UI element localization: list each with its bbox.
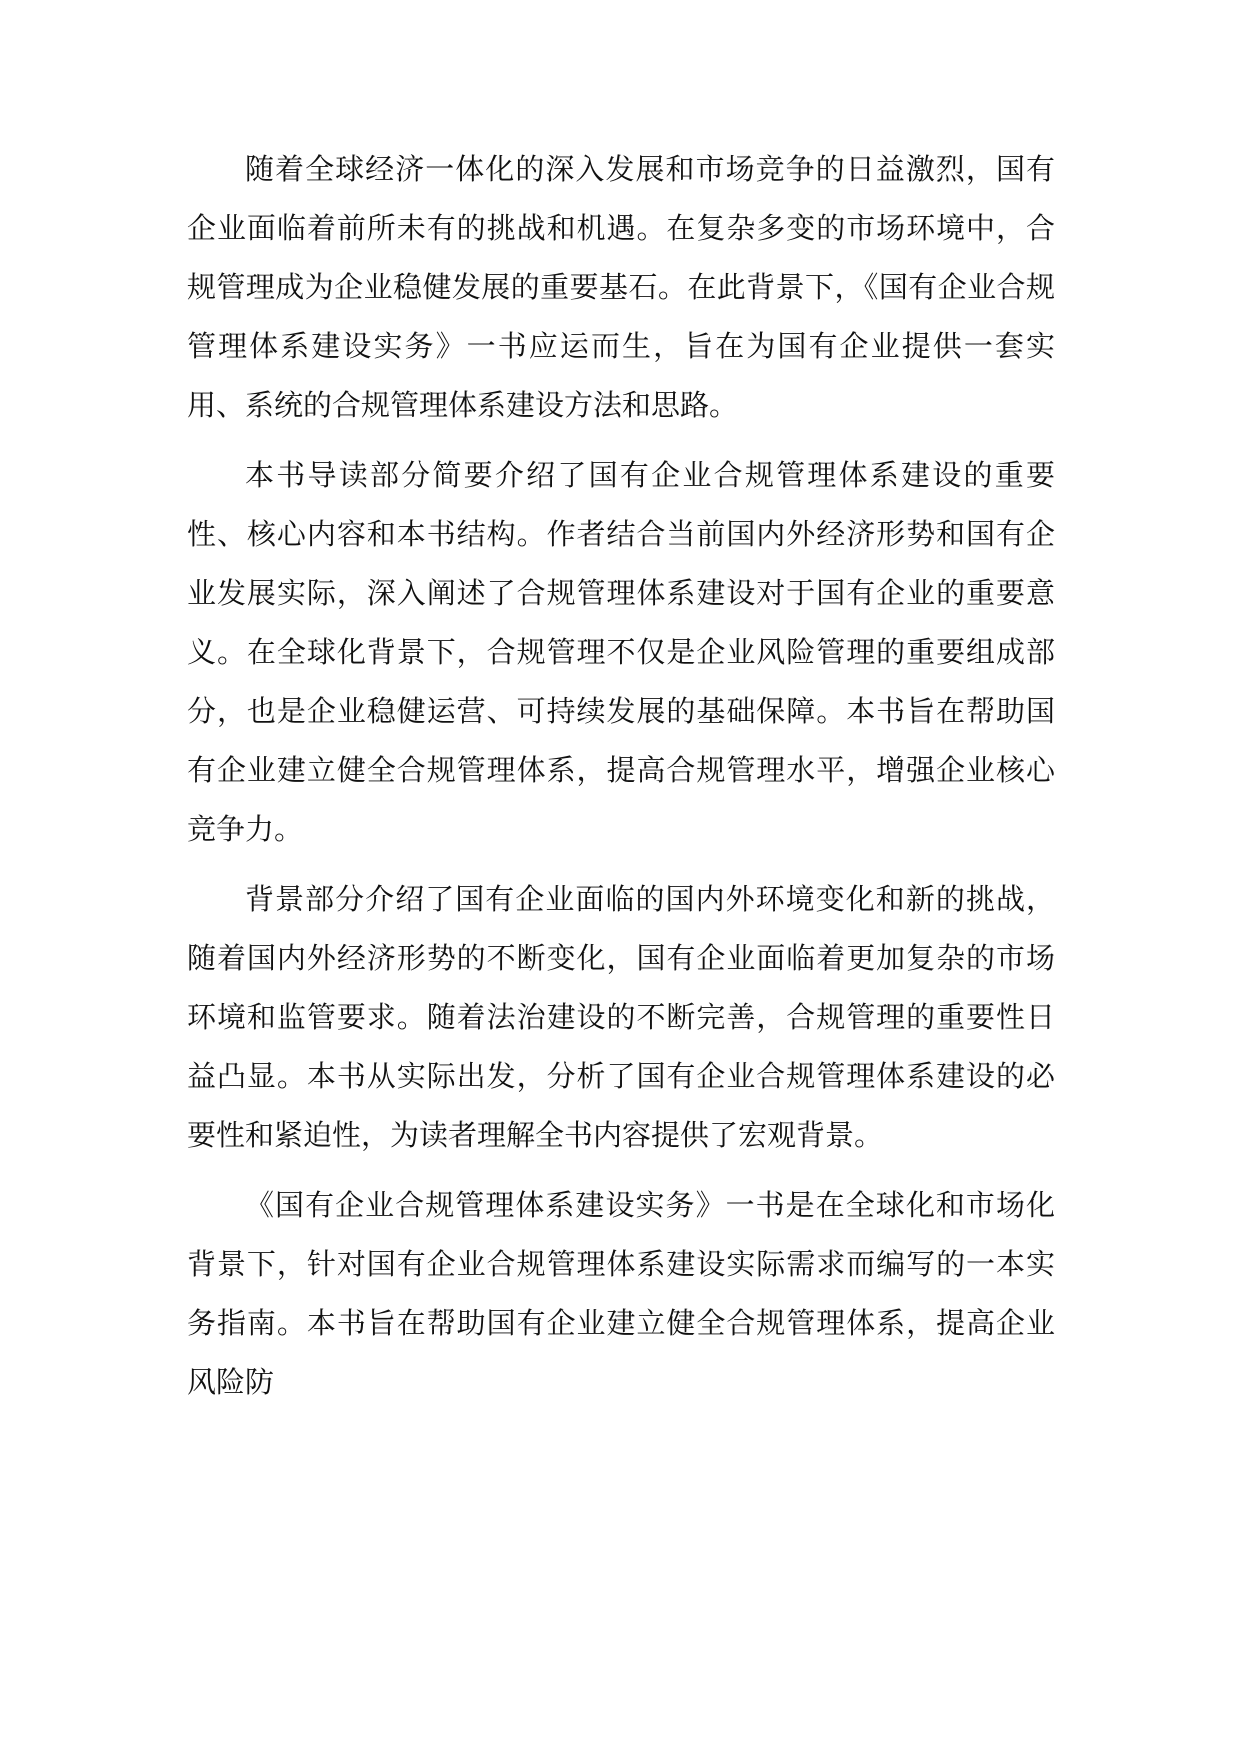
paragraph-guide: 本书导读部分简要介绍了国有企业合规管理体系建设的重要性、核心内容和本书结构。作者结合当前国内外经济形势和国有企业发展实际，深入阐述了合规管理体系建设对于国有企业的重要意义。在全球化背景下，合规管理不仅是企业风险管理的重要组成部分，也是企业稳健运营、可持续发展的基础保障。本书旨在帮助国有企业建立健全合规管理体系，提高合规管理水平，增强企业核心竞争力。 bbox=[187, 458, 1055, 846]
paragraph-intro: 随着全球经济一体化的深入发展和市场竞争的日益激烈，国有企业面临着前所未有的挑战和机遇。在复杂多变的市场环境中，合规管理成为企业稳健发展的重要基石。在此背景下，《国有企业合规管理体系建设实务》一书应运而生，旨在为国有企业提供一套实用、系统的合规管理体系建设方法和思路。 bbox=[187, 152, 1055, 422]
paragraph-summary: 《国有企业合规管理体系建设实务》一书是在全球化和市场化背景下，针对国有企业合规管理体系建设实际需求而编写的一本实务指南。本书旨在帮助国有企业建立健全合规管理体系，提高企业风险防 bbox=[187, 1188, 1055, 1399]
paragraph-background: 背景部分介绍了国有企业面临的国内外环境变化和新的挑战，随着国内外经济形势的不断变化，国有企业面临着更加复杂的市场环境和监管要求。随着法治建设的不断完善，合规管理的重要性日益凸显。本书从实际出发，分析了国有企业合规管理体系建设的必要性和紧迫性，为读者理解全书内容提供了宏观背景。 bbox=[187, 882, 1055, 1152]
document-body bbox=[187, 140, 1055, 1423]
